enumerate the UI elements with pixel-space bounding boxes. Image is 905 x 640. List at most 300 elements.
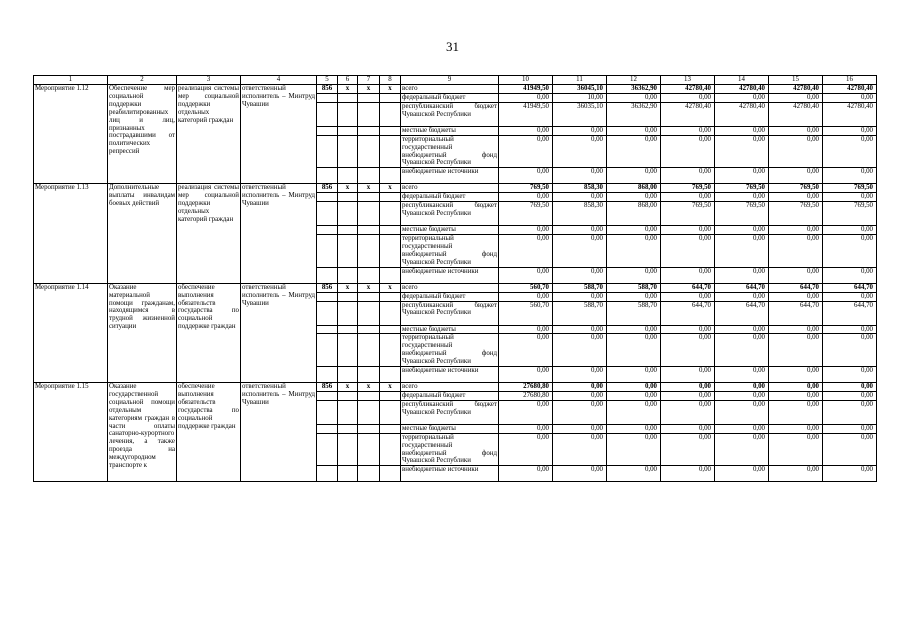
table-row bbox=[34, 184, 877, 193]
empty-cell bbox=[338, 193, 358, 202]
rzpr-code: x bbox=[338, 85, 358, 94]
amount-cell: 0,00 bbox=[715, 93, 769, 102]
amount-cell: 0,00 bbox=[607, 400, 661, 424]
empty-cell bbox=[380, 126, 401, 135]
empty-cell bbox=[317, 325, 338, 334]
amount-cell: 769,50 bbox=[499, 202, 553, 226]
amount-cell: 644,70 bbox=[661, 301, 715, 325]
vr-code: x bbox=[380, 184, 401, 193]
empty-cell bbox=[317, 193, 338, 202]
amount-cell: 0,00 bbox=[607, 292, 661, 301]
amount-cell: 0,00 bbox=[661, 93, 715, 102]
empty-cell bbox=[317, 168, 338, 184]
amount-cell: 0,00 bbox=[553, 383, 607, 392]
rzpr-code: x bbox=[338, 184, 358, 193]
amount-cell: 36045,10 bbox=[553, 85, 607, 94]
amount-cell: 0,00 bbox=[661, 292, 715, 301]
amount-cell: 0,00 bbox=[607, 367, 661, 383]
amount-cell: 0,00 bbox=[715, 126, 769, 135]
amount-cell: 42780,40 bbox=[661, 85, 715, 94]
amount-cell: 0,00 bbox=[769, 325, 823, 334]
empty-cell bbox=[380, 135, 401, 168]
empty-cell bbox=[338, 102, 358, 126]
amount-cell: 42780,40 bbox=[769, 85, 823, 94]
empty-cell bbox=[338, 433, 358, 466]
amount-cell: 0,00 bbox=[553, 391, 607, 400]
funding-source: территориальный государственный внебюджетный фонд Чувашской Республики bbox=[402, 433, 497, 465]
amount-cell: 0,00 bbox=[607, 93, 661, 102]
amount-cell: 0,00 bbox=[769, 383, 823, 392]
amount-cell: 0,00 bbox=[499, 235, 553, 268]
vr-code: x bbox=[380, 383, 401, 392]
empty-cell bbox=[338, 235, 358, 268]
funding-source: федеральный бюджет bbox=[401, 391, 499, 400]
empty-cell bbox=[338, 400, 358, 424]
empty-cell bbox=[380, 400, 401, 424]
funding-source: всего bbox=[401, 383, 499, 392]
empty-cell bbox=[380, 226, 401, 235]
empty-cell bbox=[317, 334, 338, 367]
amount-cell: 0,00 bbox=[607, 168, 661, 184]
funding-source: республиканский бюджет Чувашской Республики bbox=[401, 102, 499, 126]
column-header: 16 bbox=[823, 76, 877, 85]
amount-cell: 0,00 bbox=[769, 391, 823, 400]
amount-cell: 36035,10 bbox=[553, 102, 607, 126]
empty-cell bbox=[338, 126, 358, 135]
empty-cell bbox=[358, 193, 380, 202]
amount-cell: 0,00 bbox=[661, 135, 715, 168]
empty-cell bbox=[358, 267, 380, 283]
amount-cell: 0,00 bbox=[661, 391, 715, 400]
grbs-code: 856 bbox=[317, 184, 338, 193]
empty-cell bbox=[317, 466, 338, 482]
empty-cell bbox=[358, 226, 380, 235]
empty-cell bbox=[317, 433, 338, 466]
amount-cell: 0,00 bbox=[823, 424, 877, 433]
funding-source: местные бюджеты bbox=[401, 424, 499, 433]
column-header: 4 bbox=[241, 76, 317, 85]
amount-cell: 0,00 bbox=[823, 391, 877, 400]
funding-source: федеральный бюджет bbox=[401, 193, 499, 202]
amount-cell: 0,00 bbox=[607, 126, 661, 135]
amount-cell: 0,00 bbox=[769, 334, 823, 367]
amount-cell: 0,00 bbox=[823, 193, 877, 202]
empty-cell bbox=[358, 400, 380, 424]
funding-source: республиканский бюджет Чувашской Республики bbox=[401, 202, 499, 226]
amount-cell: 0,00 bbox=[499, 292, 553, 301]
empty-cell bbox=[338, 367, 358, 383]
amount-cell: 644,70 bbox=[823, 301, 877, 325]
amount-cell: 588,70 bbox=[553, 301, 607, 325]
funding-source: внебюджетные источники bbox=[401, 466, 499, 482]
amount-cell: 0,00 bbox=[715, 168, 769, 184]
empty-cell bbox=[338, 226, 358, 235]
amount-cell: 0,00 bbox=[715, 226, 769, 235]
column-header: 3 bbox=[177, 76, 241, 85]
amount-cell: 0,00 bbox=[499, 193, 553, 202]
amount-cell: 0,00 bbox=[823, 325, 877, 334]
amount-cell: 27680,80 bbox=[499, 391, 553, 400]
amount-cell: 0,00 bbox=[823, 226, 877, 235]
amount-cell: 0,00 bbox=[769, 424, 823, 433]
empty-cell bbox=[380, 202, 401, 226]
activity-goal: Обеспечение мер социальной поддержки реабилитированных лиц и лиц, признанных пострадавшими от политических репрессий bbox=[108, 85, 177, 184]
amount-cell: 588,70 bbox=[553, 283, 607, 292]
empty-cell bbox=[317, 235, 338, 268]
amount-cell: 858,30 bbox=[553, 202, 607, 226]
empty-cell bbox=[317, 292, 338, 301]
grbs-code: 856 bbox=[317, 283, 338, 292]
amount-cell: 0,00 bbox=[769, 466, 823, 482]
amount-cell: 0,00 bbox=[553, 424, 607, 433]
amount-cell: 0,00 bbox=[823, 334, 877, 367]
amount-cell: 0,00 bbox=[823, 367, 877, 383]
amount-cell: 0,00 bbox=[769, 193, 823, 202]
empty-cell bbox=[380, 466, 401, 482]
empty-cell bbox=[338, 334, 358, 367]
column-header: 2 bbox=[108, 76, 177, 85]
amount-cell: 769,50 bbox=[823, 202, 877, 226]
amount-cell: 41949,50 bbox=[499, 85, 553, 94]
amount-cell: 0,00 bbox=[823, 267, 877, 283]
amount-cell: 0,00 bbox=[769, 292, 823, 301]
amount-cell: 769,50 bbox=[769, 184, 823, 193]
amount-cell: 0,00 bbox=[661, 383, 715, 392]
empty-cell bbox=[358, 424, 380, 433]
csr-code: x bbox=[358, 383, 380, 392]
funding-source: федеральный бюджет bbox=[401, 292, 499, 301]
empty-cell bbox=[317, 102, 338, 126]
empty-cell bbox=[338, 301, 358, 325]
empty-cell bbox=[317, 391, 338, 400]
amount-cell: 0,00 bbox=[553, 433, 607, 466]
funding-source: местные бюджеты bbox=[401, 226, 499, 235]
page-number: 31 bbox=[446, 39, 459, 54]
funding-source: республиканский бюджет Чувашской Республики bbox=[401, 400, 499, 424]
amount-cell: 0,00 bbox=[553, 226, 607, 235]
amount-cell: 0,00 bbox=[499, 466, 553, 482]
empty-cell bbox=[338, 292, 358, 301]
amount-cell: 0,00 bbox=[553, 193, 607, 202]
amount-cell: 644,70 bbox=[769, 301, 823, 325]
amount-cell: 42780,40 bbox=[769, 102, 823, 126]
amount-cell: 769,50 bbox=[499, 184, 553, 193]
amount-cell: 0,00 bbox=[499, 400, 553, 424]
empty-cell bbox=[380, 93, 401, 102]
amount-cell: 0,00 bbox=[499, 367, 553, 383]
column-header: 6 bbox=[338, 76, 358, 85]
amount-cell: 0,00 bbox=[607, 334, 661, 367]
funding-source: республиканский бюджет Чувашской Республики bbox=[401, 301, 499, 325]
funding-source: территориальный государственный внебюджетный фонд Чувашской Республики bbox=[402, 135, 497, 167]
empty-cell bbox=[358, 391, 380, 400]
amount-cell: 0,00 bbox=[769, 433, 823, 466]
amount-cell: 0,00 bbox=[553, 168, 607, 184]
amount-cell: 0,00 bbox=[553, 126, 607, 135]
empty-cell bbox=[317, 367, 338, 383]
empty-cell bbox=[358, 235, 380, 268]
funding-source: внебюджетные источники bbox=[401, 367, 499, 383]
amount-cell: 0,00 bbox=[823, 135, 877, 168]
empty-cell bbox=[358, 93, 380, 102]
activity-executor: ответственный исполнитель – Минтруд Чувашии bbox=[241, 383, 317, 482]
amount-cell: 0,00 bbox=[715, 400, 769, 424]
empty-cell bbox=[358, 202, 380, 226]
funding-source: внебюджетные источники bbox=[401, 267, 499, 283]
amount-cell: 0,00 bbox=[715, 383, 769, 392]
empty-cell bbox=[380, 168, 401, 184]
column-header: 14 bbox=[715, 76, 769, 85]
empty-cell bbox=[317, 202, 338, 226]
column-header: 11 bbox=[553, 76, 607, 85]
amount-cell: 0,00 bbox=[607, 325, 661, 334]
amount-cell: 0,00 bbox=[715, 391, 769, 400]
budget-table bbox=[33, 75, 877, 482]
amount-cell: 10,00 bbox=[553, 93, 607, 102]
empty-cell bbox=[358, 126, 380, 135]
amount-cell: 0,00 bbox=[607, 383, 661, 392]
funding-source: всего bbox=[401, 85, 499, 94]
table-row bbox=[34, 85, 877, 94]
amount-cell: 0,00 bbox=[661, 400, 715, 424]
empty-cell bbox=[358, 367, 380, 383]
amount-cell: 42780,40 bbox=[661, 102, 715, 126]
amount-cell: 769,50 bbox=[715, 184, 769, 193]
empty-cell bbox=[380, 301, 401, 325]
activity-task: обеспечение выполнения обязательств государства по социальной поддержке граждан bbox=[177, 383, 241, 482]
amount-cell: 0,00 bbox=[499, 424, 553, 433]
empty-cell bbox=[380, 267, 401, 283]
column-header: 8 bbox=[380, 76, 401, 85]
empty-cell bbox=[317, 267, 338, 283]
empty-cell bbox=[317, 126, 338, 135]
activity-goal: Оказание материальной помощи гражданам, находящимся в трудной жизненной ситуации bbox=[108, 283, 177, 382]
empty-cell bbox=[358, 433, 380, 466]
amount-cell: 0,00 bbox=[661, 466, 715, 482]
amount-cell: 0,00 bbox=[553, 235, 607, 268]
amount-cell: 588,70 bbox=[607, 301, 661, 325]
amount-cell: 0,00 bbox=[607, 466, 661, 482]
empty-cell bbox=[380, 367, 401, 383]
amount-cell: 0,00 bbox=[823, 168, 877, 184]
column-header: 9 bbox=[401, 76, 499, 85]
amount-cell: 0,00 bbox=[499, 325, 553, 334]
amount-cell: 0,00 bbox=[823, 383, 877, 392]
header-row bbox=[34, 76, 877, 85]
funding-source: местные бюджеты bbox=[401, 126, 499, 135]
amount-cell: 0,00 bbox=[715, 466, 769, 482]
amount-cell: 0,00 bbox=[715, 135, 769, 168]
empty-cell bbox=[317, 301, 338, 325]
funding-source: федеральный бюджет bbox=[401, 93, 499, 102]
amount-cell: 560,70 bbox=[499, 283, 553, 292]
empty-cell bbox=[317, 93, 338, 102]
empty-cell bbox=[338, 168, 358, 184]
activity-task: реализация системы мер социальной поддержки отдельных категорий граждан bbox=[177, 85, 241, 184]
amount-cell: 0,00 bbox=[553, 466, 607, 482]
amount-cell: 0,00 bbox=[769, 93, 823, 102]
amount-cell: 0,00 bbox=[499, 433, 553, 466]
activity-executor: ответственный исполнитель – Минтруд Чувашии bbox=[241, 184, 317, 283]
amount-cell: 0,00 bbox=[769, 168, 823, 184]
amount-cell: 0,00 bbox=[823, 126, 877, 135]
amount-cell: 0,00 bbox=[823, 292, 877, 301]
amount-cell: 0,00 bbox=[823, 466, 877, 482]
empty-cell bbox=[380, 334, 401, 367]
table-row bbox=[34, 283, 877, 292]
funding-source: всего bbox=[401, 283, 499, 292]
activity-task: реализация системы мер социальной поддержки отдельных категорий граждан bbox=[177, 184, 241, 283]
amount-cell: 644,70 bbox=[769, 283, 823, 292]
amount-cell: 0,00 bbox=[769, 226, 823, 235]
amount-cell: 0,00 bbox=[607, 267, 661, 283]
amount-cell: 0,00 bbox=[661, 168, 715, 184]
activity-executor: ответственный исполнитель – Минтруд Чувашии bbox=[241, 283, 317, 382]
amount-cell: 0,00 bbox=[769, 267, 823, 283]
rzpr-code: x bbox=[338, 283, 358, 292]
vr-code: x bbox=[380, 283, 401, 292]
amount-cell: 0,00 bbox=[499, 226, 553, 235]
activity-executor: ответственный исполнитель – Минтруд Чувашии bbox=[241, 85, 317, 184]
amount-cell: 0,00 bbox=[607, 433, 661, 466]
empty-cell bbox=[358, 168, 380, 184]
empty-cell bbox=[358, 325, 380, 334]
amount-cell: 0,00 bbox=[769, 135, 823, 168]
empty-cell bbox=[338, 466, 358, 482]
column-header: 5 bbox=[317, 76, 338, 85]
amount-cell: 0,00 bbox=[715, 424, 769, 433]
amount-cell: 0,00 bbox=[661, 367, 715, 383]
empty-cell bbox=[317, 424, 338, 433]
activity-goal: Дополнительные выплаты инвалидам боевых действий bbox=[108, 184, 177, 283]
empty-cell bbox=[380, 102, 401, 126]
csr-code: x bbox=[358, 85, 380, 94]
funding-source: внебюджетные источники bbox=[401, 168, 499, 184]
amount-cell: 0,00 bbox=[553, 325, 607, 334]
amount-cell: 769,50 bbox=[661, 184, 715, 193]
amount-cell: 858,30 bbox=[553, 184, 607, 193]
amount-cell: 0,00 bbox=[769, 400, 823, 424]
grbs-code: 856 bbox=[317, 383, 338, 392]
empty-cell bbox=[358, 102, 380, 126]
activity-goal: Оказание государственной социальной помощи отдельным категориям граждан в части оплаты санаторно-курортного лечения, а также проезда на междугородном транспорте к bbox=[108, 383, 177, 482]
amount-cell: 0,00 bbox=[661, 235, 715, 268]
column-header: 7 bbox=[358, 76, 380, 85]
amount-cell: 27680,80 bbox=[499, 383, 553, 392]
amount-cell: 42780,40 bbox=[715, 85, 769, 94]
empty-cell bbox=[358, 292, 380, 301]
table-body bbox=[34, 76, 877, 482]
column-header: 12 bbox=[607, 76, 661, 85]
amount-cell: 0,00 bbox=[823, 235, 877, 268]
amount-cell: 0,00 bbox=[499, 135, 553, 168]
empty-cell bbox=[338, 424, 358, 433]
amount-cell: 644,70 bbox=[715, 301, 769, 325]
empty-cell bbox=[380, 325, 401, 334]
amount-cell: 36362,90 bbox=[607, 102, 661, 126]
empty-cell bbox=[358, 334, 380, 367]
amount-cell: 0,00 bbox=[715, 267, 769, 283]
empty-cell bbox=[358, 301, 380, 325]
amount-cell: 868,00 bbox=[607, 184, 661, 193]
amount-cell: 0,00 bbox=[715, 193, 769, 202]
amount-cell: 0,00 bbox=[661, 267, 715, 283]
empty-cell bbox=[317, 400, 338, 424]
amount-cell: 0,00 bbox=[661, 433, 715, 466]
amount-cell: 0,00 bbox=[661, 126, 715, 135]
empty-cell bbox=[338, 325, 358, 334]
activity-task: обеспечение выполнения обязательств государства по социальной поддержке граждан bbox=[177, 283, 241, 382]
amount-cell: 42780,40 bbox=[823, 85, 877, 94]
amount-cell: 0,00 bbox=[661, 325, 715, 334]
empty-cell bbox=[380, 193, 401, 202]
amount-cell: 0,00 bbox=[499, 168, 553, 184]
amount-cell: 0,00 bbox=[607, 424, 661, 433]
amount-cell: 0,00 bbox=[769, 126, 823, 135]
empty-cell bbox=[380, 424, 401, 433]
amount-cell: 588,70 bbox=[607, 283, 661, 292]
amount-cell: 0,00 bbox=[715, 334, 769, 367]
empty-cell bbox=[338, 202, 358, 226]
activity-name: Мероприятие 1.12 bbox=[34, 85, 108, 184]
empty-cell bbox=[317, 135, 338, 168]
amount-cell: 0,00 bbox=[499, 267, 553, 283]
amount-cell: 42780,40 bbox=[715, 102, 769, 126]
empty-cell bbox=[358, 135, 380, 168]
amount-cell: 0,00 bbox=[661, 334, 715, 367]
column-header: 1 bbox=[34, 76, 108, 85]
funding-source: местные бюджеты bbox=[401, 325, 499, 334]
column-header: 15 bbox=[769, 76, 823, 85]
amount-cell: 0,00 bbox=[823, 93, 877, 102]
amount-cell: 0,00 bbox=[715, 433, 769, 466]
amount-cell: 0,00 bbox=[499, 126, 553, 135]
amount-cell: 644,70 bbox=[715, 283, 769, 292]
funding-source: всего bbox=[401, 184, 499, 193]
amount-cell: 0,00 bbox=[607, 391, 661, 400]
amount-cell: 0,00 bbox=[823, 400, 877, 424]
amount-cell: 0,00 bbox=[607, 135, 661, 168]
empty-cell bbox=[380, 391, 401, 400]
amount-cell: 868,00 bbox=[607, 202, 661, 226]
empty-cell bbox=[380, 292, 401, 301]
column-header: 13 bbox=[661, 76, 715, 85]
empty-cell bbox=[338, 391, 358, 400]
empty-cell bbox=[338, 135, 358, 168]
amount-cell: 0,00 bbox=[715, 235, 769, 268]
amount-cell: 0,00 bbox=[607, 235, 661, 268]
amount-cell: 42780,40 bbox=[823, 102, 877, 126]
amount-cell: 0,00 bbox=[661, 424, 715, 433]
grbs-code: 856 bbox=[317, 85, 338, 94]
amount-cell: 0,00 bbox=[715, 325, 769, 334]
amount-cell: 0,00 bbox=[553, 334, 607, 367]
amount-cell: 0,00 bbox=[499, 93, 553, 102]
activity-name: Мероприятие 1.15 bbox=[34, 383, 108, 482]
amount-cell: 769,50 bbox=[769, 202, 823, 226]
amount-cell: 769,50 bbox=[715, 202, 769, 226]
amount-cell: 0,00 bbox=[769, 367, 823, 383]
amount-cell: 0,00 bbox=[607, 193, 661, 202]
table-row bbox=[34, 383, 877, 392]
activity-name: Мероприятие 1.13 bbox=[34, 184, 108, 283]
amount-cell: 41949,50 bbox=[499, 102, 553, 126]
empty-cell bbox=[380, 235, 401, 268]
funding-source: территориальный государственный внебюджетный фонд Чувашской Республики bbox=[402, 334, 497, 366]
amount-cell: 0,00 bbox=[553, 135, 607, 168]
column-header: 10 bbox=[499, 76, 553, 85]
amount-cell: 644,70 bbox=[823, 283, 877, 292]
